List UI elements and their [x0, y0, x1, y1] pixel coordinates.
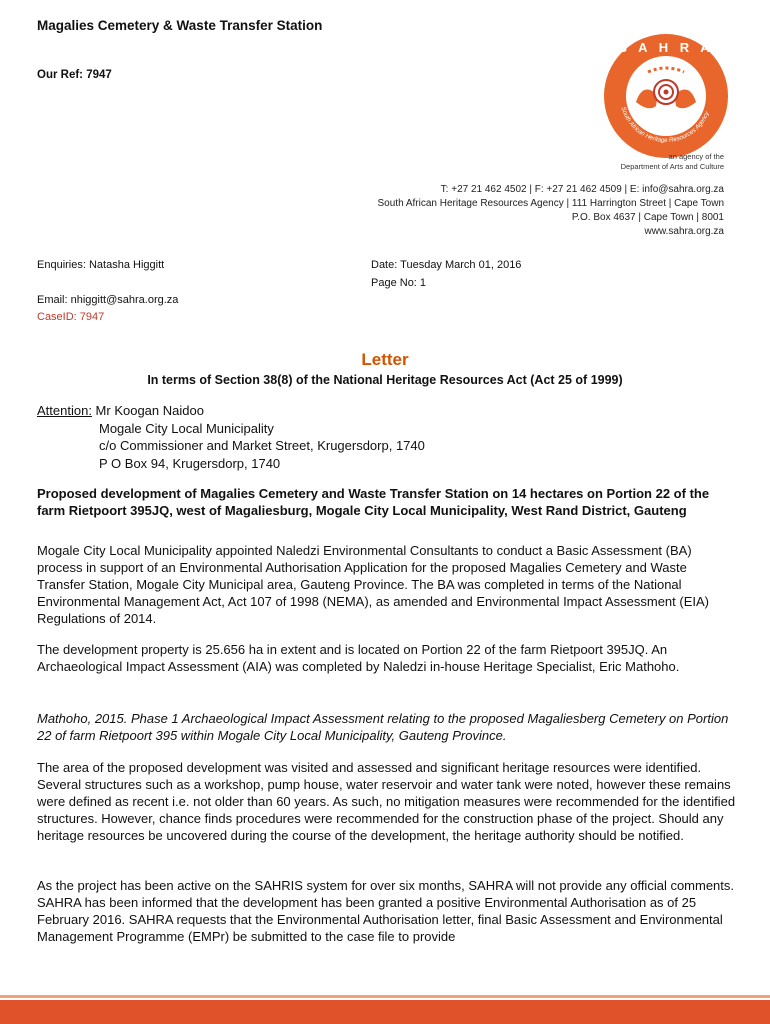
- enquiries: Enquiries: Natasha Higgitt: [37, 259, 165, 271]
- reference-number: Our Ref: 7947: [37, 69, 112, 81]
- agency-note: [621, 152, 724, 172]
- contact-pobox-line: P.O. Box 4637 | Cape Town | 8001: [571, 212, 724, 223]
- letter-title: Letter: [361, 350, 409, 369]
- page-number: Page No: 1: [371, 277, 427, 289]
- reference-citation: Mathoho, 2015. Phase 1 Archaeological Impact Assessment relating to the proposed Magaliesberg Cemetery on Portion 22 of farm Rietpoort 395 within Mogale City Local Municipality, Gauteng Province.: [37, 711, 729, 743]
- paragraph-2: The development property is 25.656 ha in extent and is located on Portion 22 of the farm Rietpoort 395JQ. An Archaeological Impact Assessment (AIA) was completed by Naledzi in-house Heritage Specialist, Eric Mathoho.: [37, 642, 680, 674]
- address-line-3: P O Box 94, Krugersdorp, 1740: [99, 455, 281, 471]
- paragraph-3: The area of the proposed development was visited and assessed and significant heritage resources were identified. Several structures such as a workshop, pump house, water reservoir and water tank were noted, however these remains were defined as recent i.e. not older than 60 years. As such, no mitigation measures were recommended for the identified structures. However, chance finds procedures were recommended for the construction phase of the project. Should any heritage resources be uncovered during the course of the development, the heritage authority should be notified.: [37, 760, 736, 843]
- contact-phone-line: T: +27 21 462 4502 | F: +27 21 462 4509 | E: info@sahra.org.za: [440, 184, 724, 195]
- sahra-logo: [602, 32, 730, 160]
- contact-address-line: South African Heritage Resources Agency | 111 Harrington Street | Cape Town: [377, 198, 724, 209]
- address-line-1: Mogale City Local Municipality: [99, 420, 274, 436]
- logo-top-text: S A H R A: [618, 40, 714, 55]
- contact-block: [378, 183, 725, 239]
- document-header-title: Magalies Cemetery & Waste Transfer Station: [37, 18, 323, 33]
- footer-divider: [0, 995, 770, 998]
- letter-date: Date: Tuesday March 01, 2016: [371, 259, 522, 271]
- address-line-2: c/o Commissioner and Market Street, Krugersdorp, 1740: [99, 438, 425, 453]
- paragraph-4: As the project has been active on the SAHRIS system for over six months, SAHRA will not provide any official comments. SAHRA has been informed that the development has been granted a positive Environmental Authorisation as of 25 February 2016. SAHRA requests that the Environmental Authorisation letter, final Basic Assessment and Environmental Management Programme (EMPr) be submitted to the case file to provide: [37, 878, 735, 944]
- paragraph-1: Mogale City Local Municipality appointed Naledzi Environmental Consultants to conduct a Basic Assessment (BA) process in support of an Environmental Authorisation Application for the proposed Magalies Cemetery and Waste Transfer Station, Mogale City Municipal area, Gauteng Province. The BA was completed in terms of the National Environmental Management Act, Act 107 of 1998 (NEMA), as amended and Environmental Impact Assessment (EIA) Regulations of 2014.: [37, 543, 710, 626]
- case-id: CaseID: 7947: [37, 311, 105, 323]
- agency-line-1: an agency of the: [668, 152, 724, 161]
- attention-name: Mr Koogan Naidoo: [91, 403, 204, 418]
- spiral-core: [664, 90, 669, 95]
- attention-label: Attention:: [37, 403, 92, 418]
- act-section-line: In terms of Section 38(8) of the National Heritage Resources Act (Act 25 of 1999): [147, 373, 623, 387]
- agency-line-2: Department of Arts and Culture: [620, 162, 724, 171]
- email: Email: nhiggitt@sahra.org.za: [37, 294, 179, 306]
- subject-heading: Proposed development of Magalies Cemetery and Waste Transfer Station on 14 hectares on Portion 22 of the farm Rietpoort 395JQ, west of Magaliesburg, Mogale City Local Municipality, West Rand District, Gauteng: [37, 486, 710, 518]
- logo-ring-text: South African Heritage Resources Agency: [619, 105, 711, 145]
- contact-website: www.sahra.org.za: [644, 226, 724, 237]
- attention-block: [37, 402, 425, 472]
- footer-bar: [0, 1000, 770, 1024]
